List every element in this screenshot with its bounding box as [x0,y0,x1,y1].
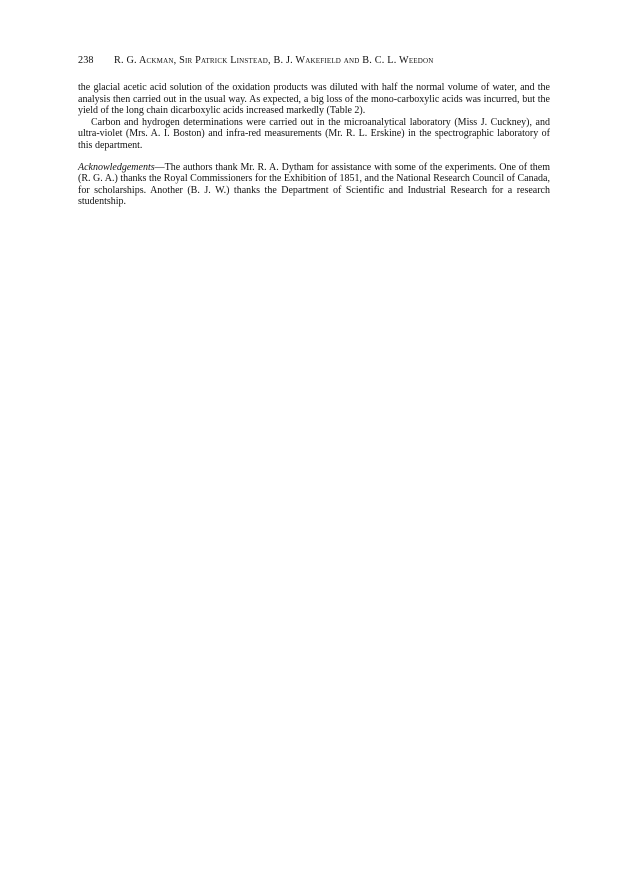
section-spacer [78,152,550,162]
running-head-authors: R. G. Ackman, Sir Patrick Linstead, B. J. Wakefield and B. C. L. Weedon [114,55,434,66]
acknowledgements-paragraph [78,162,550,208]
acknowledgements-text: —The authors thank Mr. R. A. Dytham for assistance with some of the experiments. One of them (R. G. A.) thanks the Royal Commissioners for the Exhibition of 1851, and the National Research Council of Canada, for scholarships. Another (B. J. W.) thanks the Department of Scientific and Industrial Research for a research studentship. [78,161,550,208]
acknowledgements-label: Acknowledgements [78,161,155,173]
article-body [78,82,550,208]
paragraph-determinations: Carbon and hydrogen determinations were carried out in the microanalytical laboratory (Miss J. Cuckney), and ultra-violet (Mrs. A. I. Boston) and infra-red measurements (Mr. R. L. Erskine) in the spectrographic laboratory of this department. [78,116,550,151]
page-number: 238 [78,55,94,66]
paragraph-oxidation: the glacial acetic acid solution of the oxidation products was diluted with half the normal volume of water, and the analysis then carried out in the usual way. As expected, a big loss of the mono-carboxylic acids was incurred, but the yield of the long chain dicarboxylic acids increased markedly (Table 2). [78,82,550,117]
running-head [78,55,558,66]
